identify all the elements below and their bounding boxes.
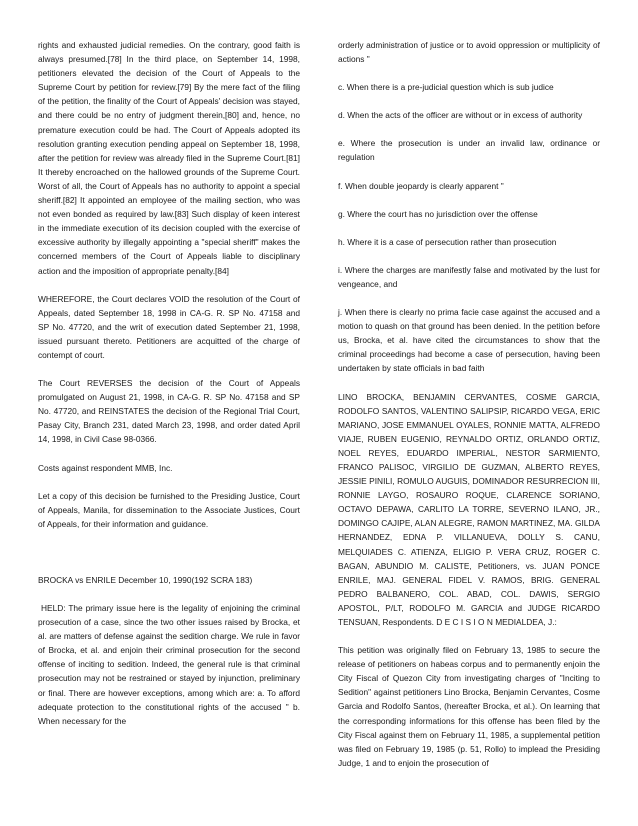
list-item: e. Where the prosecution is under an invalid law, ordinance or regulation — [338, 138, 600, 163]
paragraph: Costs against respondent MMB, Inc. — [38, 462, 173, 473]
section-heading: BROCKA vs ENRILE December 10, 1990(192 SCRA 183) — [38, 574, 253, 585]
paragraph: This petition was originally filed on February 13, 1985 to secure the release of petitioners on habeas corpus and to permanently enjoin the City Fiscal of Quezon City from investigating charges of "Inciting to Sedition" against petitioners Lino Brocka, Benjamin Cervantes, Cosme Garcia and Rodolfo Santos, (hereafter Brocka, et al.). On learning that the corresponding informations for this offense has been filed by the City Fiscal against them on February 11, 1985, a supplemental petition was filed on February 19, 1985 (p. 51, Rollo) to implead the Presiding Judge, 1 and to enjoin the prosecution of — [338, 645, 600, 768]
paragraph: WHEREFORE, the Court declares VOID the resolution of the Court of Appeals, dated September 18, 1998 in CA-G. R. SP No. 47158 and SP No. 47720, and the writ of execution dated September 21, 1998, issued pursuant thereto. Petitioners are acquitted of the charge of contempt of court. — [38, 293, 300, 360]
list-item: g. Where the court has no jurisdiction over the offense — [338, 208, 538, 219]
list-item: i. Where the charges are manifestly false and motivated by the lust for vengeance, and — [338, 264, 600, 289]
paragraph: The Court REVERSES the decision of the Court of Appeals promulgated on August 21, 1998, in CA-G. R. SP No. 47158 and SP No. 47720, and REINSTATES the decision of the Regional Trial Court, Pasay City, Branch 231, dated March 23, 1998, and order dated April 14, 1998, in Civil Case 98-0366. — [38, 378, 300, 445]
left-column — [38, 38, 300, 728]
paragraph: HELD: The primary issue here is the legality of enjoining the criminal prosecution of a case, since the two other issues raised by Brocka, et al. are matters of defense against the sedition charge. We rule in favor of Brocka, et al. and enjoin their criminal prosecution for the second offense of inciting to sedition. Indeed, the general rule is that criminal prosecution may not be restrained or stayed by injunction, preliminary or final. There are however exceptions, among which are: a. To afford adequate protection to the constitutional rights of the accused " b. When necessary for the — [38, 603, 300, 726]
list-item: f. When double jeopardy is clearly apparent " — [338, 180, 504, 191]
right-column — [338, 38, 600, 770]
list-item: h. Where it is a case of persecution rather than prosecution — [338, 236, 557, 247]
paragraph: orderly administration of justice or to avoid oppression or multiplicity of actions " — [338, 40, 600, 65]
paragraph: rights and exhausted judicial remedies. On the contrary, good faith is always presumed.[78] In the third place, on September 14, 1998, petitioners elevated the decision of the Court of Appeals to the Supreme Court by petition for review.[79] By the mere fact of the filing of the petition, the finality of the Court of Appeals' decision was stayed, and there could be no entry of judgment therein,[80] and, hence, no premature execution could be had. The Court of Appeals adopted its resolution granting execution pending appeal on September 18, 1998, after the petition for review was already filed in the Supreme Court.[81] It thereby encroached on the hallowed grounds of the Supreme Court. Worst of all, the Court of Appeals has no authority to appoint a special sheriff.[82] It appointed an employee of the mailing section, who was not even bonded as required by law.[83] Such display of keen interest in the immediate execution of its decision coupled with the exercise of excessive authority by illegally appointing a "special sheriff" makes the concerned members of the Court of Appeals liable to disciplinary action and the imposition of appropriate penalty.[84] — [38, 40, 300, 276]
paragraph: Let a copy of this decision be furnished to the Presiding Justice, Court of Appeals, Manila, for dissemination to the Associate Justices, Court of Appeals, for their information and guidance. — [38, 490, 300, 529]
list-item: j. When there is clearly no prima facie case against the accused and a motion to quash on that ground has been denied. In the petition before us, Brocka, et al. have cited the circumstances to show that the criminal proceedings had become a case of persecution, having been undertaken by state officials in bad faith — [338, 307, 600, 374]
list-item: c. When there is a pre-judicial question which is sub judice — [338, 82, 554, 93]
list-item: d. When the acts of the officer are without or in excess of authority — [338, 110, 583, 121]
case-caption: LINO BROCKA, BENJAMIN CERVANTES, COSME GARCIA, RODOLFO SANTOS, VALENTINO SALIPSIP, RICARDO VEGA, ERIC MARIANO, JOSE EMMANUEL OYALES, RONNIE MATTA, ALFREDO VIAJE, RUBEN EUGENIO, REYNALDO ORTIZ, ORLANDO ORTIZ, NOEL REYES, EDUARDO IMPERIAL, NESTOR SARMIENTO, FRANCO PALISOC, VIRGILIO DE GUZMAN, ALBERTO REYES, JESSIE PINILI, ROMULO AUGUIS, DOMINADOR RESURRECION III, RONNIE LAYGO, ROSAURO ROQUE, CLARENCE SORIANO, OCTAVO DEPAWA, CARLITO LA TORRE, SEVERNO ILANO, JR., DOMINGO CAJIPE, ALAN ALEGRE, RAMON MARTINEZ, MA. GILDA HERNANDEZ, EDNA P. VILLANUEVA, DOLLY S. CANU, MELQUIADES C. ATIENZA, ELIGIO P. VERA CRUZ, ROGER C. BAGAN, ABUNDIO M. CALISTE, Petitioners, vs. JUAN PONCE ENRILE, MAJ. GENERAL FIDEL V. RAMOS, BRIG. GENERAL PEDRO BALBANERO, COL. ABAD, COL. DAWIS, SERGIO APOSTOL, P/LT, RODOLFO M. GARCIA and JUDGE RICARDO TENSUAN, Respondents. D E C I S I O N MEDIALDEA, J.: — [338, 391, 600, 627]
